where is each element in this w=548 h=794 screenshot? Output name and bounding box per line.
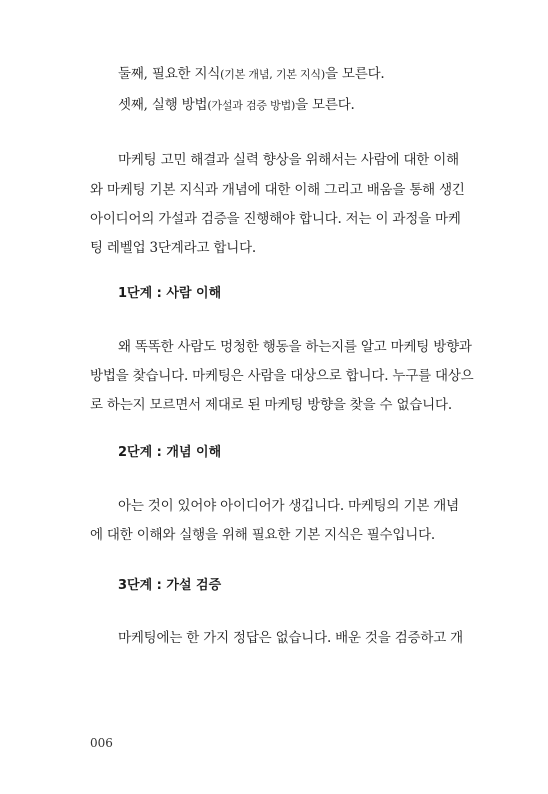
step1-line-1: 왜 똑똑한 사람도 멍청한 행동을 하는지를 알고 마케팅 방향과 (118, 339, 472, 355)
step2-line-1: 아는 것이 있어야 아이디어가 생깁니다. 마케팅의 기본 개념 (118, 498, 459, 514)
step3-line-1: 마케팅에는 한 가지 정답은 없습니다. 배운 것을 검증하고 개 (118, 630, 464, 646)
list-item-third-main: 셋째, 실행 방법 (118, 97, 208, 113)
step2-line-2: 에 대한 이해와 실행을 위해 필요한 기본 지식은 필수입니다. (90, 527, 436, 543)
list-item-third (118, 95, 470, 116)
step2-heading: 2단계 : 개념 이해 (118, 445, 222, 460)
intro-line-4: 팅 레벨업 3단계라고 합니다. (90, 240, 257, 256)
page-number: 006 (90, 736, 113, 750)
step3-heading: 3단계 : 가설 검증 (118, 578, 222, 593)
list-item-third-tail: 을 모른다. (295, 97, 355, 113)
step1-line-2: 방법을 찾습니다. 마케팅은 사람을 대상으로 합니다. 누구를 대상으 (90, 368, 474, 384)
step1-heading: 1단계 : 사람 이해 (118, 286, 222, 301)
list-item-second-main: 둘째, 필요한 지식 (118, 66, 221, 82)
list-item-second (118, 64, 470, 85)
intro-line-1: 마케팅 고민 해결과 실력 향상을 위해서는 사람에 대한 이해 (118, 152, 459, 168)
intro-line-3: 아이디어의 가설과 검증을 진행해야 합니다. 저는 이 과정을 마케 (90, 211, 461, 227)
list-item-second-paren: (기본 개념, 기본 지식) (220, 68, 325, 81)
list-item-second-tail: 을 모른다. (324, 66, 385, 82)
list-item-third-paren: (가설과 검증 방법) (207, 99, 296, 112)
step1-line-3: 로 하는지 모르면서 제대로 된 마케팅 방향을 찾을 수 없습니다. (90, 397, 452, 413)
intro-line-2: 와 마케팅 기본 지식과 개념에 대한 이해 그리고 배움을 통해 생긴 (90, 182, 465, 198)
